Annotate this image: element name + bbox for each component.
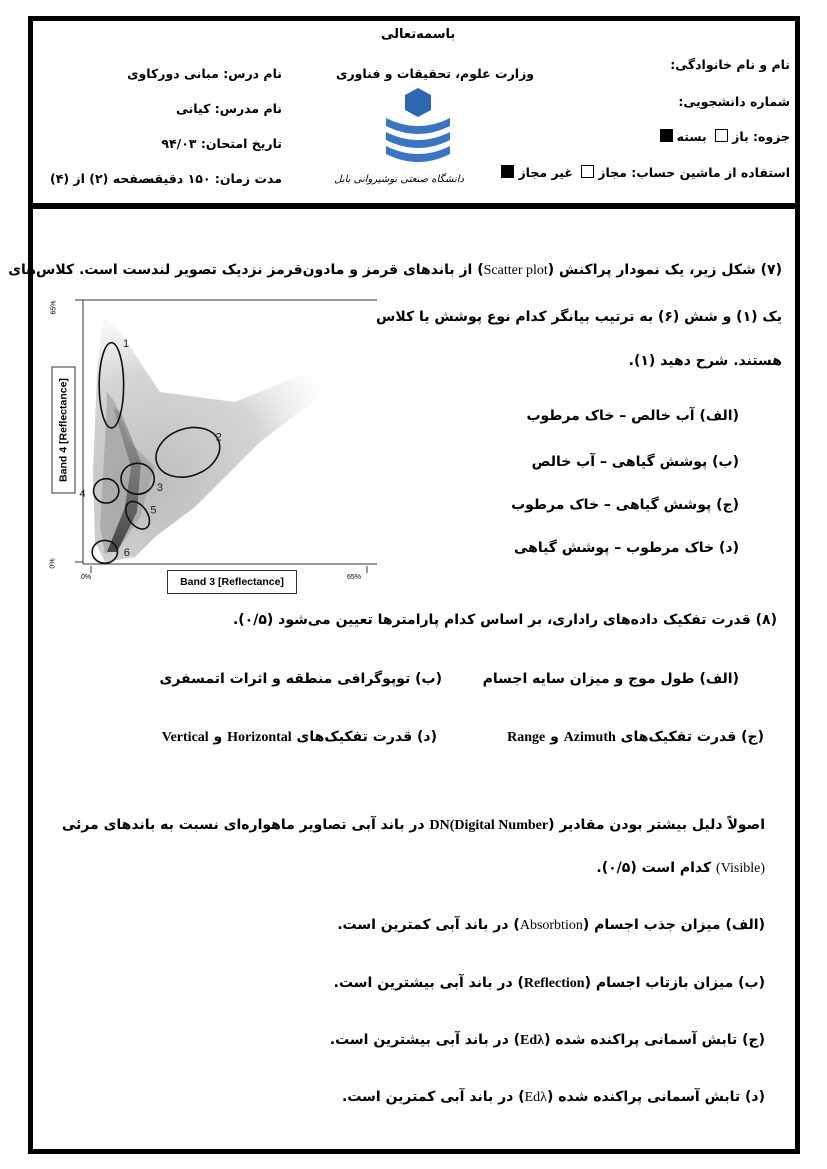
cluster-label-3: 3 (156, 481, 164, 494)
q9-line2 (596, 860, 765, 877)
q7-option-d: (د) خاک مرطوب – پوشش گیاهی (513, 540, 739, 556)
y-tick-min: 0% (49, 558, 57, 569)
q9-option-a-latin: Absorbtion (519, 918, 583, 933)
instructor-name: نام مدرس: کیانی (175, 101, 282, 116)
q9-option-c-latin: Edλ (520, 1033, 545, 1048)
exam-duration: مدت زمان: ۱۵۰ دقیقه (146, 171, 282, 186)
calculator-label: استفاده از ماشین حساب: مجاز (598, 165, 790, 180)
q9-option-d-latin: Edλ (524, 1090, 547, 1105)
student-name-label: نام و نام خانوادگی: (670, 57, 790, 72)
q7-line2: یک (۱) و شش (۶) به ترتیب بیانگر کدام نوع پوشش یا کلاس (376, 309, 782, 325)
exam-date: تاریخ امتحان: ۹۴/۰۳ (161, 136, 282, 151)
q7-line1-latin: Scatter plot (483, 263, 548, 278)
q8-option-c-latin1: Azimuth (563, 730, 616, 745)
q7-option-a: (الف) آب خالص – خاک مرطوب (526, 408, 739, 424)
course-name: نام درس: مبانی دورکاوی (127, 66, 282, 81)
y-tick-max: 65% (50, 300, 58, 315)
calculator-not-allowed-label: غیر مجاز (518, 165, 573, 180)
ministry-name: وزارت علوم، تحقیقات و فناوری (336, 66, 535, 81)
q8-option-a: (الف) طول موج و میزان سایه اجسام (482, 671, 739, 687)
student-id-label: شماره دانشجویی: (678, 94, 790, 109)
university-logo (334, 86, 464, 196)
q7-line1-pre: (۷) شکل زیر، یک نمودار پراکنش ( (547, 262, 782, 278)
q8-option-c-pre: (ج) قدرت تفکیک‌های (615, 729, 764, 745)
q9-option-b-latin: Reflection (523, 976, 585, 991)
q7-line3: هستند. شرح دهید (۱). (628, 353, 782, 369)
q8-option-d-latin2: Vertical (161, 730, 209, 745)
scatter-plot-svg (45, 292, 380, 607)
q8-option-d (162, 729, 437, 746)
q9-line1-latin: DN(Digital Number (429, 818, 549, 833)
q9-option-a-pre: (الف) میزان جذب اجسام ( (582, 917, 765, 933)
header-divider (28, 203, 800, 209)
q8-option-c-mid: و (545, 729, 564, 745)
booklet-closed-label: بسته (676, 129, 707, 144)
q9-line1-pre: اصولاً دلیل بیشتر بودن مقادیر ( (548, 817, 765, 833)
q9-option-a (337, 917, 765, 934)
x-tick-min: 0% (81, 574, 92, 581)
cluster-label-5: 5 (150, 504, 157, 517)
booklet-label: جزوه: باز (732, 129, 790, 144)
q9-option-c-pre: (ج) تابش آسمانی پراکنده شده ( (544, 1032, 765, 1048)
q8-title: (۸) قدرت تفکیک داده‌های راداری، بر اساس کدام پارامترها تعیین می‌شود (۰/۵). (232, 612, 777, 628)
cluster-label-6: 6 (123, 546, 130, 559)
q9-option-d (342, 1089, 765, 1106)
q8-option-d-mid: و (208, 729, 228, 745)
x-tick-max: 65% (347, 574, 362, 581)
x-axis-label: Band 3 [Reflectance] (167, 570, 297, 594)
q7-option-b: (ب) پوشش گیاهی – آب خالص (531, 454, 739, 470)
q9-line1 (62, 817, 765, 834)
q9-option-d-pre: (د) تابش آسمانی پراکنده شده ( (546, 1089, 765, 1105)
q8-option-d-pre: (د) قدرت تفکیک‌های (291, 729, 437, 745)
page-number: صفحه (۲) از (۴) (50, 171, 151, 186)
q7-line1-post: ) از باندهای قرمز و مادون‌قرمز نزدیک تصویر لندست است. کلاس‌های (8, 262, 484, 278)
q9-option-c-post: ) در باند آبی بیشترین است. (329, 1032, 521, 1048)
calculator-allowed-checkbox[interactable] (581, 165, 594, 178)
booklet-closed-checkbox[interactable] (660, 129, 673, 142)
q9-option-a-post: ) در باند آبی کمترین است. (337, 917, 520, 933)
calculator-not-allowed-checkbox[interactable] (501, 165, 514, 178)
booklet-open-checkbox[interactable] (715, 129, 728, 142)
q9-line2-latin: (Visible) (716, 861, 765, 876)
q9-option-b-pre: (ب) میزان بازتاب اجسام ( (584, 975, 765, 991)
cluster-label-4: 4 (79, 487, 86, 500)
university-name: دانشگاه صنعتی نوشیروانی بابل (334, 174, 464, 185)
q8-option-b: (ب) توپوگرافی منطقه و اثرات اتمسفری (159, 671, 442, 687)
q9-option-d-post: ) در باند آبی کمترین است. (342, 1089, 525, 1105)
cluster-label-1: 1 (122, 338, 130, 351)
y-axis-label: Band 4 [Reflectance] (52, 367, 76, 494)
q7-line1 (8, 262, 782, 279)
q9-line1-post: در باند آبی تصاویر ماهواره‌ای نسبت به باندهای مرئی (61, 817, 430, 833)
q8-option-c (507, 729, 764, 746)
q8-option-d-latin1: Horizontal (227, 730, 292, 745)
scatter-plot (45, 292, 380, 607)
q9-option-c (330, 1032, 765, 1049)
q9-option-b-post: ) در باند آبی بیشترین است. (333, 975, 524, 991)
booklet-row (656, 129, 790, 144)
q7-option-c: (ج) پوشش گیاهی – خاک مرطوب (511, 497, 739, 513)
q9-option-b (334, 975, 765, 992)
basmala: باسمه‌تعالی (381, 27, 456, 42)
q9-line2-post: کدام است (۰/۵). (596, 860, 717, 876)
cluster-label-2: 2 (215, 431, 222, 444)
calculator-row (497, 165, 790, 180)
q8-option-c-latin2: Range (507, 730, 546, 745)
